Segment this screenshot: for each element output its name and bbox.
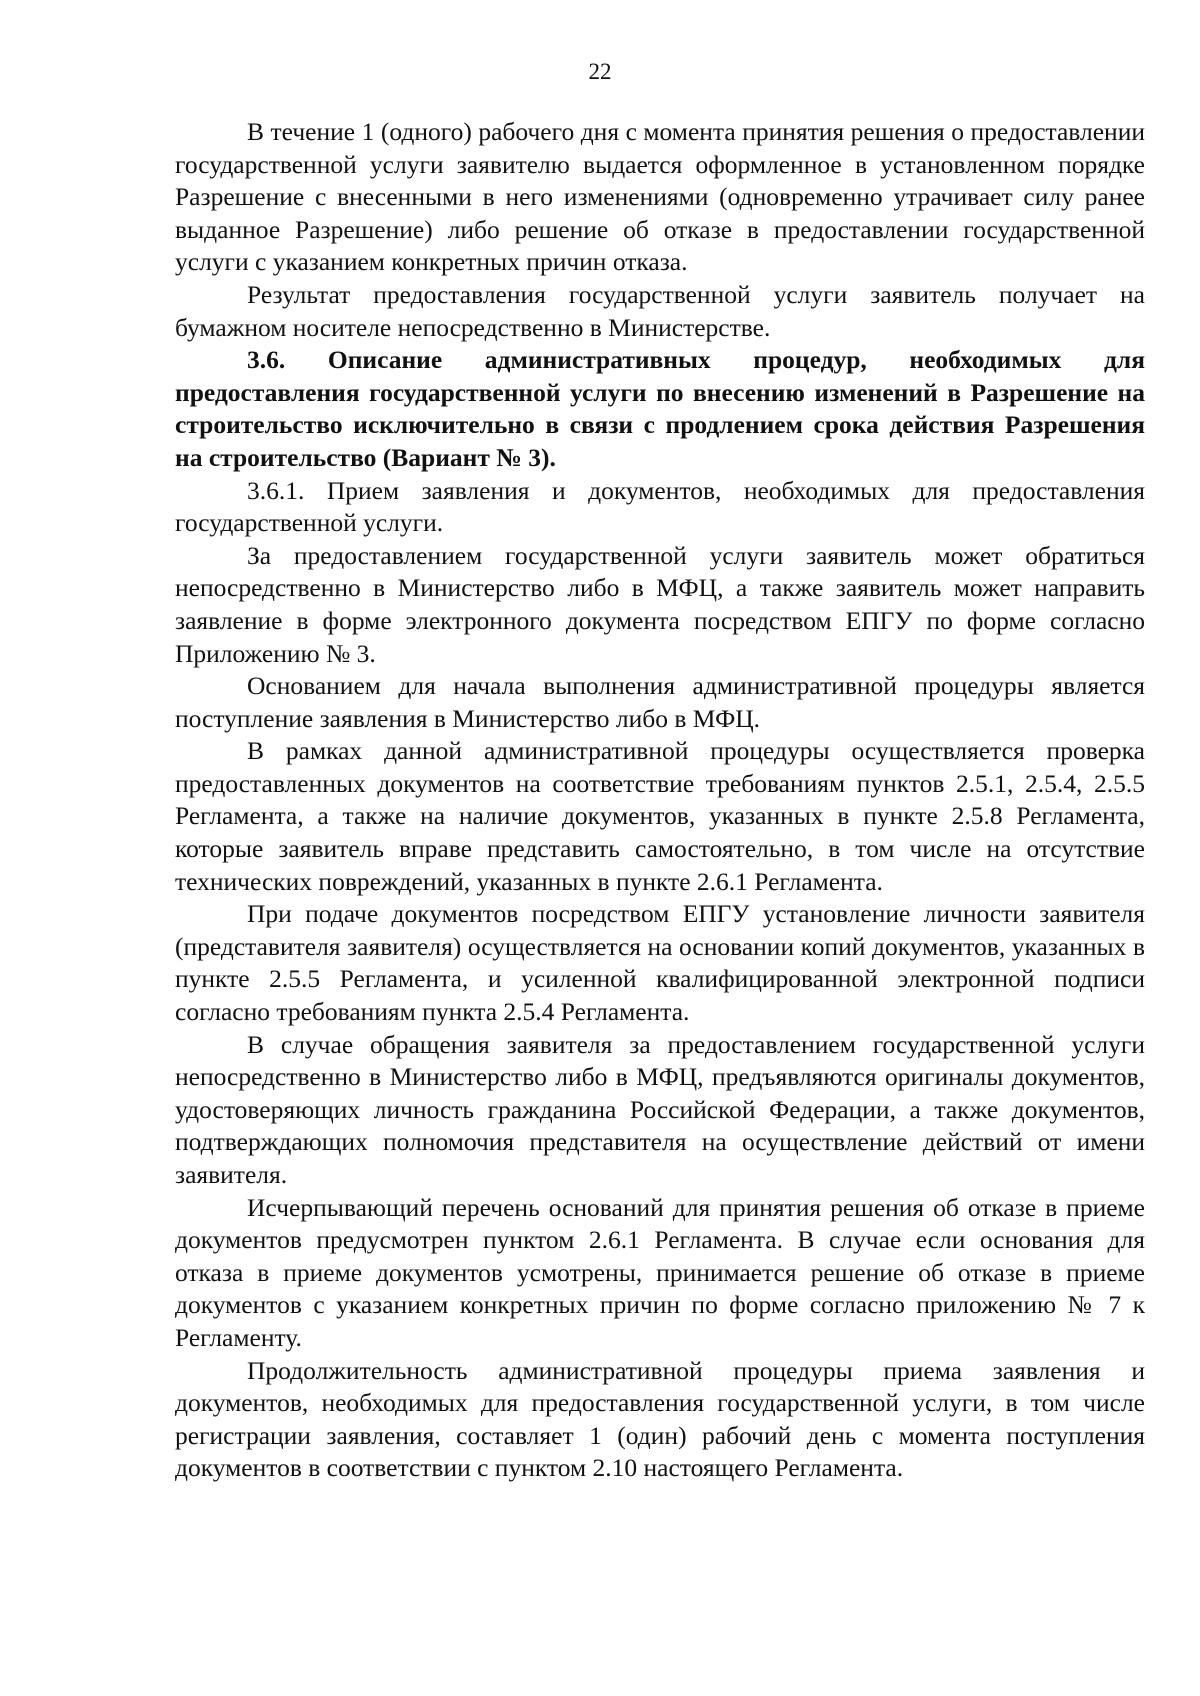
document-body [175, 116, 1145, 1485]
paragraph-procedure-duration: Продолжительность административной процедуры приема заявления и документов, необходимых для предоставления государственной услуги, в том числе регистрации заявления, составляет 1 (один) рабочий день с момента поступления документов в соответствии с пунктом 2.10 настоящего Регламента. [175, 1355, 1145, 1483]
paragraph-document-check: В рамках данной административной процедуры осуществляется проверка предоставленных документов на соответствие требованиям пунктов 2.5.1, 2.5.4, 2.5.5 Регламента, а также на наличие документов, указанных в пункте 2.5.8 Регламента, которые заявитель вправе представить самостоятельно, в том числе на отсутствие технических повреждений, указанных в пункте 2.6.1 Регламента. [175, 736, 1145, 896]
subsection-3-6-1: 3.6.1. Прием заявления и документов, необходимых для предоставления государственной услуги. [175, 475, 1145, 538]
paragraph-procedure-basis: Основанием для начала выполнения административной процедуры является поступление заявления в Министерство либо в МФЦ. [175, 671, 1145, 733]
paragraph-epgu-identification: При подаче документов посредством ЕПГУ установление личности заявителя (представителя заявителя) осуществляется на основании копий документов, указанных в пункте 2.5.5 Регламента, и усиленной квалифицированной электронной подписи согласно требованиям пункта 2.5.4 Регламента. [175, 899, 1145, 1027]
paragraph-refusal-grounds: Исчерпывающий перечень оснований для принятия решения об отказе в приеме документов предусмотрен пунктом 2.6.1 Регламента. В случае если основания для отказа в приеме документов усмотрены, принимается решение об отказе в приеме документов с указанием конкретных причин по форме согласно приложению № 7 к Регламенту. [175, 1192, 1145, 1352]
section-heading-3-6: 3.6. Описание административных процедур, необходимых для предоставления государственной услуги по внесению изменений в Разрешение на строительство исключительно в связи с продлением срока действия Разрешения на строительство (Вариант № 3). [175, 345, 1145, 472]
page-number: 22 [588, 59, 612, 84]
paragraph-in-person-originals: В случае обращения заявителя за предоставлением государственной услуги непосредственно в Министерство либо в МФЦ, предъявляются оригиналы документов, удостоверяющих личность гражданина Российской Федерации, а также документов, подтверждающих полномочия представителя на осуществление действий от имени заявителя. [175, 1029, 1145, 1189]
paragraph-application-channels: За предоставлением государственной услуги заявитель может обратиться непосредственно в Министерство либо в МФЦ, а также заявитель может направить заявление в форме электронного документа посредством ЕПГУ по форме согласно Приложению № 3. [175, 540, 1145, 668]
paragraph-decision-issuance: В течение 1 (одного) рабочего дня с момента принятия решения о предоставлении государственной услуги заявителю выдается оформленное в установленном порядке Разрешение с внесенными в него изменениями (одновременно утрачивает силу ранее выданное Разрешение) либо решение об отказе в предоставлении государственной услуги с указанием конкретных причин отказа. [175, 117, 1145, 277]
paragraph-result-delivery: Результат предоставления государственной услуги заявитель получает на бумажном носителе непосредственно в Министерстве. [175, 279, 1145, 342]
